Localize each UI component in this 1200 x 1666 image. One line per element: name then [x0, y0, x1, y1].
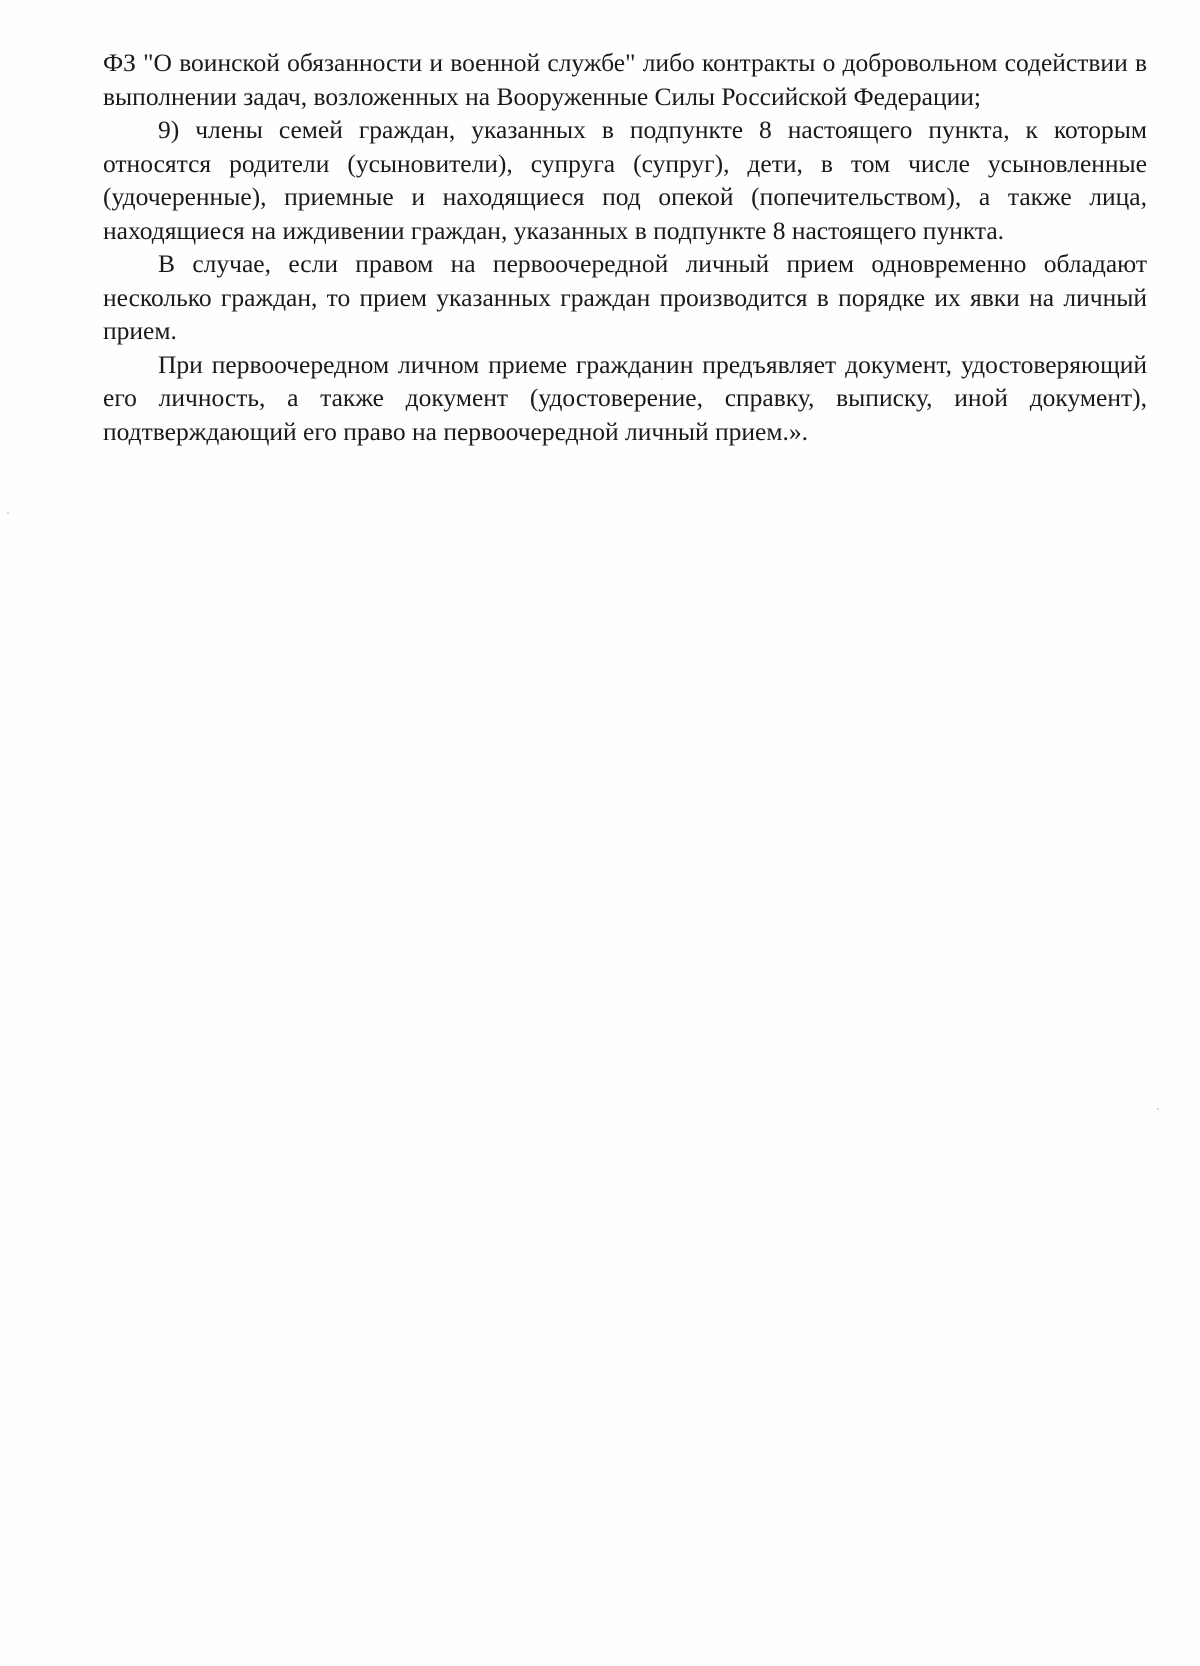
paragraph-subitem-9: 9) члены семей граждан, указанных в подпункте 8 настоящего пункта, к которым относятся родители (усыновители), супруга (супруг), дети, в том числе усыновленные (удочеренные), приемные и находящиеся под опекой (попечительством), а также лица, находящиеся на иждивении граждан, указанных в подпункте 8 настоящего пункта. — [103, 115, 1147, 245]
paragraph-continuation: ФЗ "О воинской обязанности и военной службе" либо контракты о добровольном содействии в выполнении задач, возложенных на Вооруженные Силы Российской Федерации; — [103, 48, 1147, 111]
paragraph-documents-required: При первоочередном личном приеме гражданин предъявляет документ, удостоверяющий его личность, а также документ (удостоверение, справку, выписку, иной документ), подтверждающий его право на первоочередной личный прием.». — [103, 349, 1147, 446]
scan-speck — [661, 378, 663, 380]
document-body — [103, 46, 1147, 448]
scan-speck — [1157, 1108, 1159, 1110]
paragraph-simultaneous-priority: В случае, если правом на первоочередной личный прием одновременно обладают несколько граждан, то прием указанных граждан производится в порядке их явки на личный прием. — [103, 249, 1147, 345]
scan-speck — [7, 512, 9, 514]
